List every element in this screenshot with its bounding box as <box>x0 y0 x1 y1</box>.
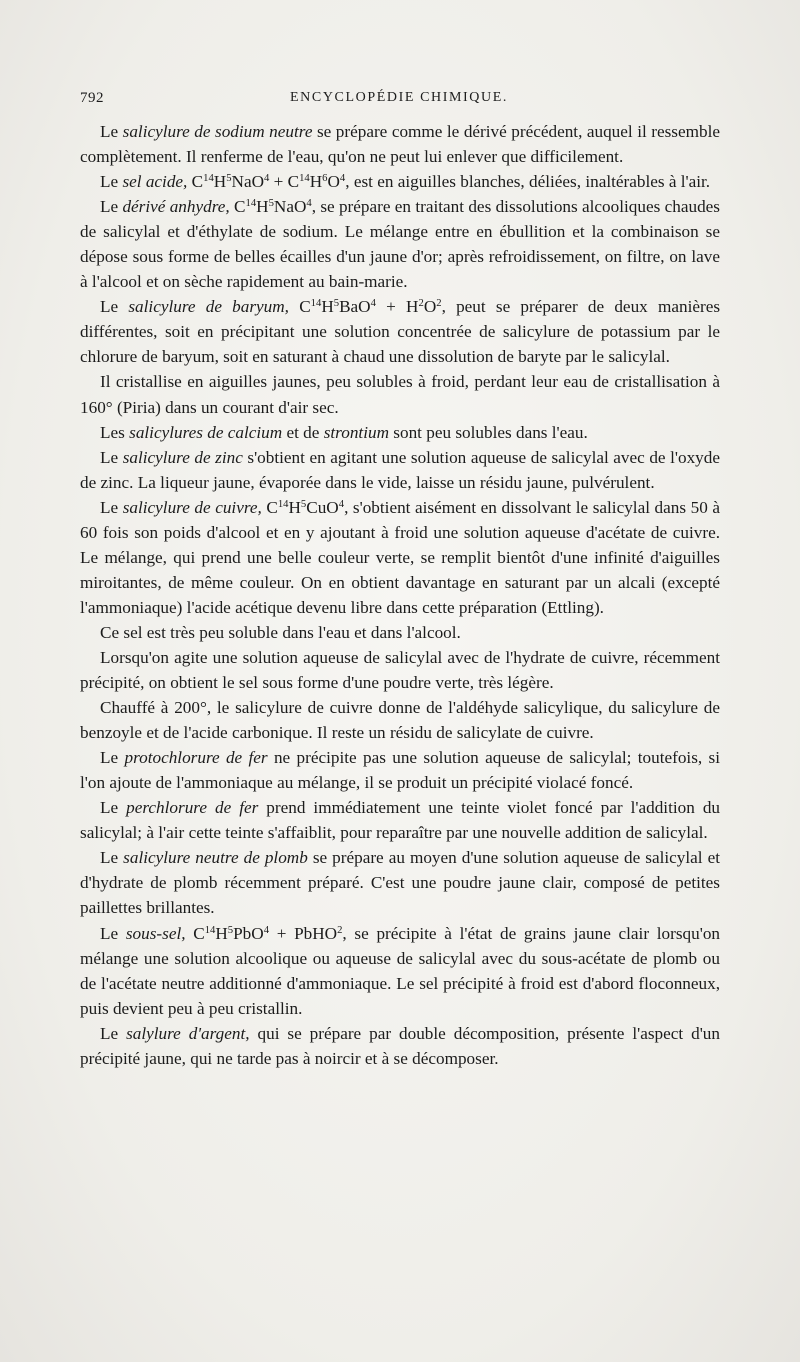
text-run: C <box>288 297 311 317</box>
paragraph <box>80 695 720 745</box>
italic-term: salicylure de baryum, <box>128 297 289 317</box>
body-text <box>80 119 720 1071</box>
italic-term: salylure d'argent, <box>126 1023 250 1043</box>
formula-superscript: 6 <box>322 173 328 185</box>
formula-superscript: 4 <box>264 173 270 185</box>
italic-term: sous-sel, <box>125 923 186 943</box>
text-run: C <box>187 172 204 192</box>
formula-superscript: 5 <box>268 198 274 210</box>
text-run: H <box>256 197 269 217</box>
italic-term: protochlorure de fer <box>124 748 268 768</box>
text-run: Il cristallise en aiguilles jaunes, peu solubles à froid, perdant leur eau de cristallisation à 160° (Piria) dans un courant d'air sec. <box>80 372 720 417</box>
text-run: + H <box>375 297 419 317</box>
formula-superscript: 4 <box>370 298 376 310</box>
text-run: H <box>288 497 301 517</box>
text-run: Le <box>100 798 127 818</box>
formula-superscript: 5 <box>300 498 307 510</box>
formula-superscript: 5 <box>227 924 234 936</box>
formula-superscript: 2 <box>436 298 442 310</box>
text-run: H <box>321 297 334 317</box>
text-run: Le <box>100 848 124 868</box>
italic-term: strontium <box>323 422 389 442</box>
text-run: , s'obtient aisément en dissolvant le salicylal dans 50 à 60 fois son poids d'alcool et en y ajoutant à froid une solution aqueuse d'acétate de cuivre. Le mélange, qui prend une belle couleur verte, se remplit bientôt d'une infinité d'aiguilles miroitantes, de même couleur. On en obtient davantage en saturant par un alcali (excepté l'ammoniaque) l'acide acétique devenu libre dans cette préparation (Ettling). <box>80 497 720 617</box>
text-run: Lorsqu'on agite une solution aqueuse de salicylal avec de l'hydrate de cuivre, récemment précipité, on obtient le sel sous forme d'une poudre verte, très légère. <box>80 647 720 693</box>
formula-superscript: 2 <box>418 298 424 310</box>
text-run: O <box>423 297 437 317</box>
text-run: sont peu solubles dans l'eau. <box>388 422 588 442</box>
text-run: se prépare au moyen d'une solution aqueuse de salicylal et d'hydrate de plomb récemment préparé. C'est une poudre jaune clair, composé de petites paillettes brillantes. <box>80 848 720 918</box>
formula-superscript: 4 <box>306 198 312 210</box>
text-run: Le <box>100 923 126 943</box>
formula-superscript: 2 <box>337 924 343 936</box>
formula-superscript: 4 <box>338 498 345 510</box>
running-title: ENCYCLOPÉDIE CHIMIQUE. <box>290 90 508 105</box>
text-run: Le <box>100 497 123 517</box>
text-run: + C <box>269 172 300 192</box>
text-run: , se précipite à l'état de grains jaune clair lorsqu'on mélange une solution alcoolique ou aqueuse de salicylal avec du sous-acétate de plomb ou de l'acétate neutre additionné d'ammoniaque. Le sel précipité à froid est d'abord floconneux, puis devient peu à peu cristallin. <box>80 923 721 1018</box>
italic-term: salicylures de calcium <box>129 422 283 442</box>
formula-superscript: 14 <box>310 298 322 310</box>
text-run: s'obtient en agitant une solution aqueuse de salicylal avec de l'oxyde de zinc. La liqueur jaune, évaporée dans le vide, laisse un résidu jaune, pulvérulent. <box>80 447 720 492</box>
italic-term: perchlorure de fer <box>126 798 259 818</box>
text-run: Le <box>100 122 123 141</box>
text-run: C <box>261 497 278 517</box>
page-header <box>80 90 718 118</box>
paragraph <box>80 420 720 445</box>
formula-superscript: 14 <box>203 173 214 185</box>
text-run: BaO <box>339 297 371 317</box>
text-run: H <box>309 172 323 192</box>
paragraph <box>80 921 720 1021</box>
paragraph <box>80 369 720 419</box>
text-run: NaO <box>273 197 307 217</box>
text-run: CuO <box>306 497 339 517</box>
page-number: 792 <box>80 90 104 106</box>
text-run: ne précipite pas une solution aqueuse de salicylal; toutefois, si l'on ajoute de l'ammoniaque au mélange, il se produit un précipité violacé foncé. <box>80 748 720 793</box>
italic-term: salicylure de cuivre, <box>122 497 262 517</box>
text-run: Le <box>100 447 123 467</box>
paragraph <box>80 1021 720 1071</box>
text-run: Ce sel est très peu soluble dans l'eau et dans l'alcool. <box>100 622 461 642</box>
text-run: , est en aiguilles blanches, déliées, inaltérables à l'air. <box>345 172 711 192</box>
formula-superscript: 4 <box>339 173 346 185</box>
italic-term: salicylure de zinc <box>122 447 243 467</box>
text-run: PbO <box>233 923 264 943</box>
paragraph <box>80 294 720 369</box>
formula-superscript: 5 <box>333 298 340 310</box>
paragraph <box>80 194 720 294</box>
formula-superscript: 14 <box>204 924 216 936</box>
italic-term: salicylure de sodium neutre <box>122 122 313 141</box>
paragraph <box>80 169 720 194</box>
text-run: et de <box>282 422 324 442</box>
paragraph <box>80 645 720 695</box>
formula-superscript: 14 <box>245 198 257 210</box>
italic-term: salicylure neutre de plomb <box>123 848 308 868</box>
text-run: + PbHO <box>269 923 338 943</box>
paragraph <box>80 620 720 645</box>
paragraph <box>80 445 720 495</box>
paragraph <box>80 795 720 845</box>
text-run: Le <box>100 172 123 192</box>
text-run: H <box>213 172 227 192</box>
paragraph <box>80 495 720 620</box>
text-run: Le <box>100 748 125 768</box>
text-run: C <box>185 923 205 943</box>
paragraph <box>80 119 720 169</box>
italic-term: dérivé anhydre, <box>122 197 230 217</box>
text-run: qui se prépare par double décomposition, présente l'aspect d'un précipité jaune, qui ne tarde pas à noircir et à se décomposer. <box>80 1023 720 1068</box>
text-run: , se prépare en traitant des dissolutions alcooliques chaudes de salicylal et d'éthylate de sodium. Le mélange entre en ébullition et la combinaison se dépose sous forme de belles écailles d'un jaune d'or; après refroidissement, on filtre, on lave à l'alcool et on sèche rapidement au bain-marie. <box>80 197 720 292</box>
formula-superscript: 14 <box>299 173 310 185</box>
text-run: NaO <box>231 172 264 192</box>
text-run: Le <box>100 1023 127 1043</box>
text-run: C <box>229 197 246 217</box>
paragraph <box>80 845 720 920</box>
text-run: prend immédiatement une teinte violet foncé par l'addition du salicylal; à l'air cette teinte s'affaiblit, pour reparaître par une nouvelle addition de salicylal. <box>80 798 721 843</box>
text-run: H <box>215 923 228 943</box>
text-run: se prépare comme le dérivé précédent, auquel il ressemble complètement. Il renferme de l'eau, qu'on ne peut lui enlever que difficilement. <box>80 122 720 167</box>
text-run: Les <box>100 422 130 442</box>
text-run: Le <box>100 297 129 317</box>
text-run: , peut se préparer de deux manières différentes, soit en précipitant une solution concentrée de salicylure de potassium par le chlorure de baryum, soit en saturant à chaud une dissolution de baryte par le salicylal. <box>80 297 721 367</box>
formula-superscript: 5 <box>226 173 232 185</box>
formula-superscript: 14 <box>277 498 289 510</box>
paragraph <box>80 745 720 795</box>
text-run: O <box>327 172 340 192</box>
formula-superscript: 4 <box>263 924 270 936</box>
text-run: Le <box>100 197 123 217</box>
italic-term: sel acide, <box>122 172 188 192</box>
text-run: Chauffé à 200°, le salicylure de cuivre donne de l'aldéhyde salicylique, du salicylure de benzoyle et de l'acide carbonique. Il reste un résidu de salicylate de cuivre. <box>80 698 720 743</box>
